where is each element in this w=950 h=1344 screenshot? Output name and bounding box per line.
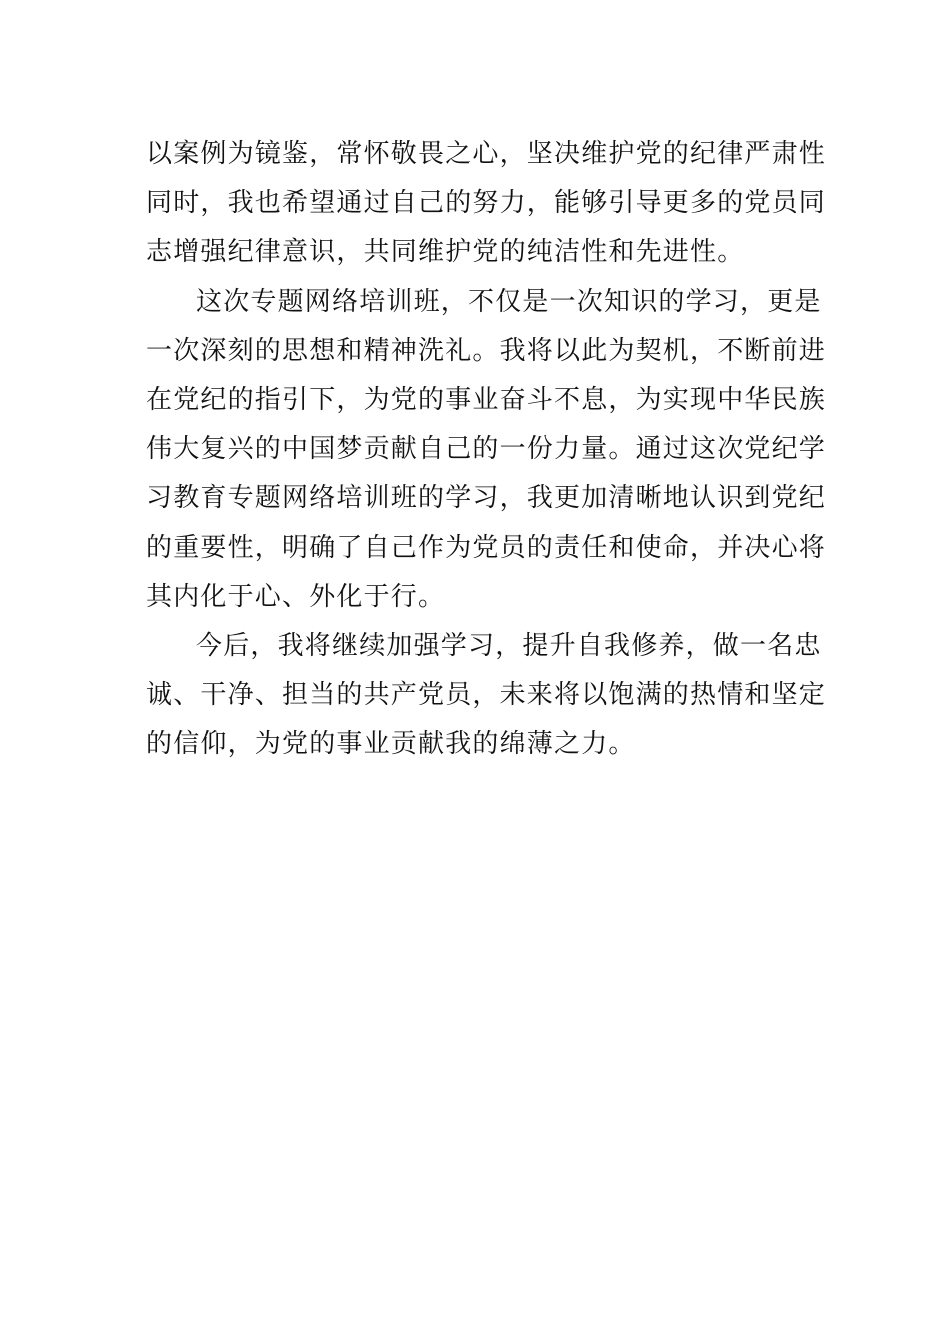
document-body bbox=[146, 130, 827, 769]
text-line: 在党纪的指引下，为党的事业奋斗不息，为实现中华民族 bbox=[146, 384, 827, 415]
text-line: 同时，我也希望通过自己的努力，能够引导更多的党员同 bbox=[146, 188, 827, 219]
text-line: 其内化于心、外化于行。 bbox=[146, 581, 446, 612]
paragraph-first-line: 今后，我将继续加强学习，提升自我修养，做一名忠 bbox=[196, 630, 822, 661]
text-line: 诚、干净、担当的共产党员，未来将以饱满的热情和坚定 bbox=[146, 680, 827, 711]
text-line: 一次深刻的思想和精神洗礼。我将以此为契机，不断前进 bbox=[146, 335, 827, 366]
paragraph-first-line: 这次专题网络培训班，不仅是一次知识的学习，更是 bbox=[196, 286, 822, 317]
text-line: 的重要性，明确了自己作为党员的责任和使命，并决心将 bbox=[146, 532, 827, 563]
text-line: 习教育专题网络培训班的学习，我更加清晰地认识到党纪 bbox=[146, 483, 827, 514]
text-line: 以案例为镜鉴，常怀敬畏之心，坚决维护党的纪律严肃性 bbox=[146, 139, 827, 169]
text-line: 伟大复兴的中国梦贡献自己的一份力量。通过这次党纪学 bbox=[146, 434, 827, 465]
text-line: 的信仰，为党的事业贡献我的绵薄之力。 bbox=[146, 729, 636, 760]
text-line: 志增强纪律意识，共同维护党的纯洁性和先进性。 bbox=[146, 237, 745, 268]
